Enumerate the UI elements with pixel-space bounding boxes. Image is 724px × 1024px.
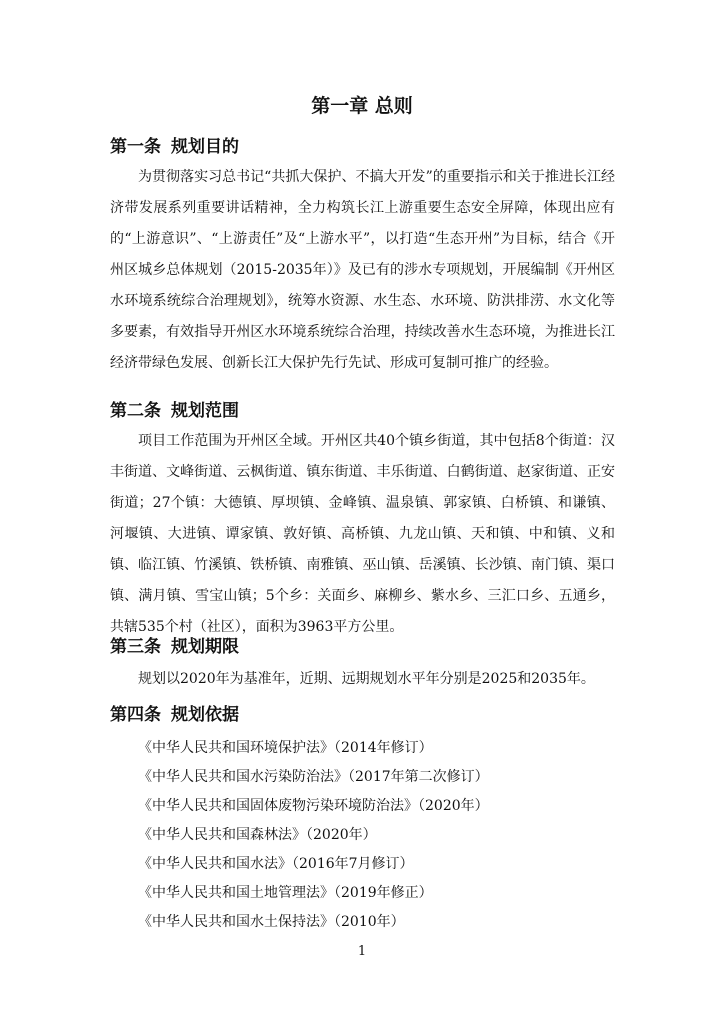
reference-item: 《中华人民共和国环境保护法》（2014年修订） (138, 740, 433, 756)
article-1-number: 第一条 (110, 137, 161, 157)
reference-list (138, 734, 489, 937)
article-3-body: 规划以2020年为基准年，近期、远期规划水平年分别是2025和2035年。 (138, 671, 595, 687)
article-2-heading (110, 398, 239, 424)
article-3-title: 规划期限 (171, 637, 239, 657)
article-2-body: 项目工作范围为开州区全域。开州区共40个镇乡街道，其中包括8个街道：汉丰街道、文峰街道、云枫街道、镇东街道、丰乐街道、白鹤街道、赵家街道、正安街道；27个镇：大德镇、厚坝镇、金峰镇、温泉镇、郭家镇、白桥镇、和谦镇、河堰镇、大进镇、谭家镇、敦好镇、高桥镇、九龙山镇、天和镇、中和镇、义和镇、临江镇、竹溪镇、铁桥镇、南雅镇、巫山镇、岳溪镇、长沙镇、南门镇、渠口镇、满月镇、雪宝山镇；5个乡：关面乡、麻柳乡、紫水乡、三汇口乡、五通乡，共辖535个村（社区），面积为3963平方公里。 (110, 433, 615, 635)
reference-item: 《中华人民共和国水土保持法》（2010年） (138, 914, 405, 930)
article-2-number: 第二条 (110, 401, 161, 421)
article-2-title: 规划范围 (171, 401, 239, 421)
reference-item: 《中华人民共和国土地管理法》（2019年修正） (138, 885, 433, 901)
article-3-number: 第三条 (110, 637, 161, 657)
article-1-heading (110, 134, 239, 160)
reference-item: 《中华人民共和国固体废物污染环境防治法》（2020年） (138, 798, 489, 814)
chapter-title: 第一章 总则 (311, 95, 413, 117)
article-3-heading (110, 634, 239, 660)
reference-item: 《中华人民共和国森林法》（2020年） (138, 827, 377, 843)
article-4-title: 规划依据 (171, 705, 239, 725)
article-1-body: 为贯彻落实习总书记“共抓大保护、不搞大开发”的重要指示和关于推进长江经济带发展系列重要讲话精神，全力构筑长江上游重要生态安全屏障，体现出应有的“上游意识”、“上游责任”及“上游水平”，以打造“生态开州”为目标，结合《开州区城乡总体规划（2015-2035年）》及已有的涉水专项规划，开展编制《开州区水环境系统综合治理规划》，统筹水资源、水生态、水环境、防洪排涝、水文化等多要素，有效指导开州区水环境系统综合治理，持续改善水生态环境，为推进长江经济带绿色发展、创新长江大保护先行先试、形成可复制可推广的经验。 (110, 169, 615, 371)
page-number: 1 (357, 944, 367, 959)
reference-item: 《中华人民共和国水法》（2016年7月修订） (138, 856, 414, 872)
article-4-heading (110, 702, 239, 728)
reference-item: 《中华人民共和国水污染防治法》（2017年第二次修订） (138, 769, 489, 785)
article-1-title: 规划目的 (171, 137, 239, 157)
article-4-number: 第四条 (110, 705, 161, 725)
